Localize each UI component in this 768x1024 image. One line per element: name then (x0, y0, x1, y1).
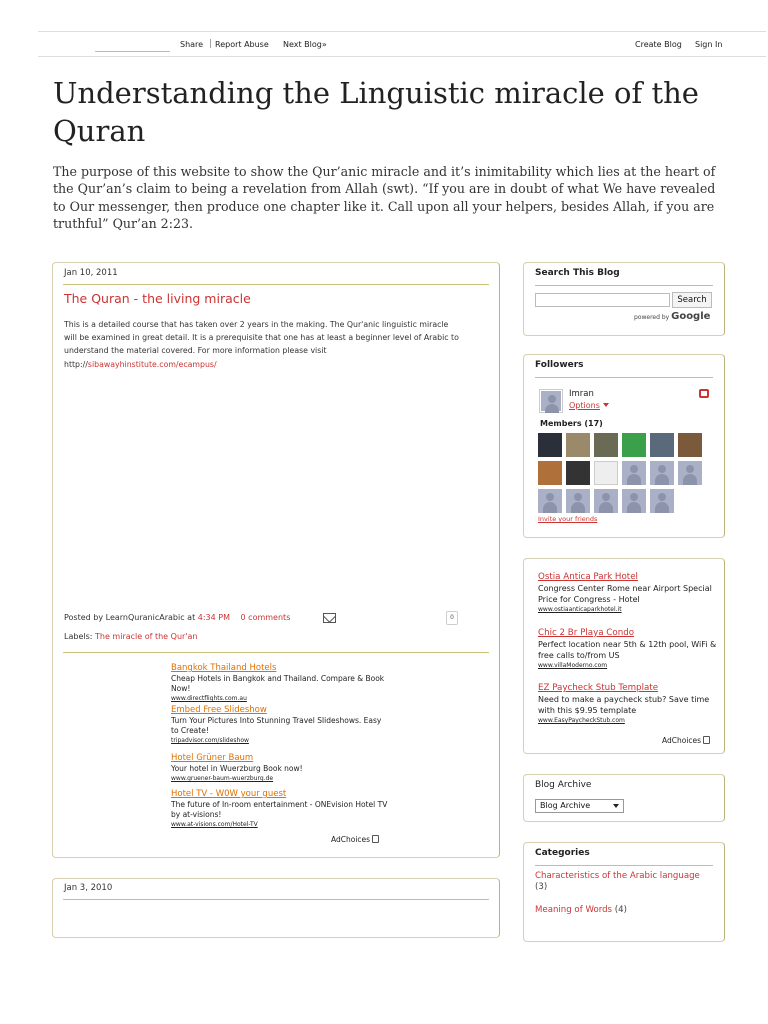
blog-archive-widget (523, 774, 725, 822)
adchoices-label: AdChoices (331, 835, 371, 844)
chevron-down-icon (603, 403, 609, 407)
ad-unit[interactable] (171, 753, 391, 783)
category-link[interactable]: Meaning of Words (535, 905, 613, 915)
navbar-search-input[interactable] (95, 38, 170, 52)
member-avatar[interactable] (538, 489, 562, 513)
options-dropdown[interactable] (569, 401, 609, 410)
member-avatar[interactable] (622, 461, 646, 485)
ad-text: Perfect location near 5th & 12th pool, WiFi & free calls to/from US (538, 640, 717, 660)
next-blog-link[interactable]: Next Blog» (283, 40, 327, 49)
divider (535, 377, 713, 378)
post-container (52, 878, 500, 938)
divider (63, 284, 489, 285)
ad-unit[interactable] (171, 663, 391, 703)
member-avatar[interactable] (650, 489, 674, 513)
adchoices-link[interactable] (662, 736, 710, 745)
navbar-separator: | (209, 39, 213, 49)
powered-by-label: powered by (634, 314, 670, 321)
dropdown-arrow-icon (613, 804, 619, 808)
ad-url[interactable]: www.gruener-baum-wuerzburg.de (171, 775, 274, 782)
member-avatar[interactable] (566, 489, 590, 513)
ad-title[interactable]: Chic 2 Br Playa Condo (538, 628, 635, 638)
widget-title: Search This Blog (535, 268, 620, 278)
search-input[interactable] (535, 293, 670, 307)
ad-url[interactable]: tripadvisor.com/slideshow (171, 737, 249, 744)
ad-text: Need to make a paycheck stub? Save time with this $9.95 template (538, 695, 710, 715)
ad-unit[interactable] (538, 627, 718, 670)
ad-unit[interactable] (171, 705, 391, 745)
ad-unit[interactable] (171, 789, 391, 829)
category-link[interactable]: Characteristics of the Arabic language (535, 871, 700, 881)
post-body (64, 318, 459, 371)
ad-url[interactable]: www.ostiaanticaparkhotel.it (538, 606, 622, 613)
ad-title[interactable]: Embed Free Slideshow (171, 705, 267, 715)
ad-title[interactable]: EZ Paycheck Stub Template (538, 683, 659, 693)
posted-by-label: Posted by (64, 613, 104, 622)
post-author[interactable]: LearnQuranicArabic (105, 613, 185, 622)
ad-unit[interactable] (538, 571, 718, 614)
member-avatar[interactable] (594, 433, 618, 457)
category-count: (4) (614, 905, 627, 915)
post-labels (64, 632, 197, 641)
category-count: (3) (535, 882, 548, 892)
search-button[interactable]: Search (672, 292, 712, 308)
category-item (535, 905, 627, 916)
plus-one-button[interactable]: 0 (446, 611, 458, 625)
widget-title: Categories (535, 848, 590, 858)
ad-url[interactable]: www.at-visions.com/Hotel-TV (171, 821, 258, 828)
member-avatar[interactable] (538, 433, 562, 457)
post-link[interactable]: sibawayhinstitute.com/ecampus/ (87, 359, 217, 369)
widget-title: Followers (535, 360, 584, 370)
member-avatar[interactable] (650, 461, 674, 485)
labels-label: Labels: (64, 632, 93, 641)
report-abuse-link[interactable]: Report Abuse (215, 40, 269, 49)
ad-text: Turn Your Pictures Into Stunning Travel Slideshows. Easy to Create! (171, 716, 382, 735)
post-title[interactable]: The Quran - the living miracle (64, 291, 251, 306)
adchoices-label: AdChoices (662, 736, 702, 745)
blog-archive-select[interactable] (535, 799, 624, 813)
ad-title[interactable]: Hotel TV - W0W your guest (171, 789, 287, 799)
ad-title[interactable]: Hotel Grüner Baum (171, 753, 254, 763)
blog-title[interactable]: Understanding the Linguistic miracle of the Quran (53, 76, 699, 148)
member-avatar[interactable] (538, 461, 562, 485)
archive-selected-value: Blog Archive (540, 801, 591, 810)
email-post-icon[interactable] (323, 613, 336, 623)
create-blog-link[interactable]: Create Blog (635, 40, 682, 49)
share-link[interactable]: Share (180, 40, 204, 49)
member-avatar[interactable] (622, 489, 646, 513)
search-widget (523, 262, 725, 336)
options-label: Options (569, 401, 600, 410)
adchoices-icon (703, 736, 710, 744)
at-label: at (187, 613, 196, 622)
ad-text: The future of In-room entertainment - ONEvision Hotel TV by at-visions! (171, 800, 388, 819)
ad-url[interactable]: www.villaModerno.com (538, 662, 608, 669)
ad-text: Cheap Hotels in Bangkok and Thailand. Compare & Book Now! (171, 674, 385, 693)
powered-by-google (634, 311, 710, 322)
avatar[interactable] (540, 390, 562, 412)
post-link-prefix: http:// (64, 359, 88, 369)
adchoices-icon (372, 835, 379, 843)
blog-description: The purpose of this website to show the Qur’anic miracle and it’s inimitability which lies at the heart of the Qur’an’s claim to being a revelation from Allah (swt). “If you are in doubt of what We have revealed to Our messenger, then produce one chapter like it. Call upon all your helpers, besides Allah, if you are truthful” Qur’an 2:23. (53, 164, 716, 231)
comments-link[interactable]: 0 comments (240, 613, 291, 622)
post-container (52, 262, 500, 858)
blogger-navbar (38, 31, 766, 57)
ad-url[interactable]: www.directflights.com.au (171, 695, 247, 702)
follower-name[interactable]: Imran (569, 389, 594, 399)
member-avatar[interactable] (566, 433, 590, 457)
category-item (535, 871, 700, 893)
member-avatar[interactable] (678, 461, 702, 485)
divider (535, 285, 713, 286)
post-date: Jan 3, 2010 (64, 883, 113, 893)
member-avatar[interactable] (678, 433, 702, 457)
followers-widget (523, 354, 725, 538)
ad-text: Your hotel in Wuerzburg Book now! (171, 764, 303, 773)
ad-title[interactable]: Bangkok Thailand Hotels (171, 663, 277, 673)
ad-text: Congress Center Rome near Airport Special Price for Congress - Hotel (538, 584, 712, 604)
adchoices-link[interactable] (331, 835, 379, 844)
sidebar-ads-widget (523, 558, 725, 754)
members-count: Members (17) (540, 419, 603, 428)
post-date: Jan 10, 2011 (64, 268, 118, 278)
follow-icon[interactable] (699, 389, 709, 398)
post-time-link[interactable]: 4:34 PM (197, 613, 230, 622)
divider (63, 652, 489, 653)
divider (63, 899, 489, 900)
member-avatar[interactable] (566, 461, 590, 485)
categories-widget (523, 842, 725, 942)
member-avatar[interactable] (594, 461, 618, 485)
post-body-text: This is a detailed course that has taken over 2 years in the making. The Qur'anic linguistic miracle will be examined in great detail. It is a prerequisite that one has at least a beginner level of Arabic to understand the material covered. For more information please visit (64, 320, 459, 356)
ad-title[interactable]: Ostia Antica Park Hotel (538, 572, 638, 582)
member-avatar[interactable] (622, 433, 646, 457)
ad-url[interactable]: www.EasyPaycheckStub.com (538, 717, 625, 724)
widget-title: Blog Archive (535, 780, 592, 790)
divider (535, 865, 713, 866)
label-link[interactable]: The miracle of the Qur'an (95, 632, 198, 641)
sign-in-link[interactable]: Sign In (695, 40, 723, 49)
ad-unit[interactable] (538, 682, 718, 725)
post-footer (64, 613, 290, 622)
member-avatar[interactable] (594, 489, 618, 513)
invite-friends-link[interactable]: Invite your friends (538, 515, 598, 523)
google-logo: Google (671, 311, 711, 322)
member-avatar[interactable] (650, 433, 674, 457)
